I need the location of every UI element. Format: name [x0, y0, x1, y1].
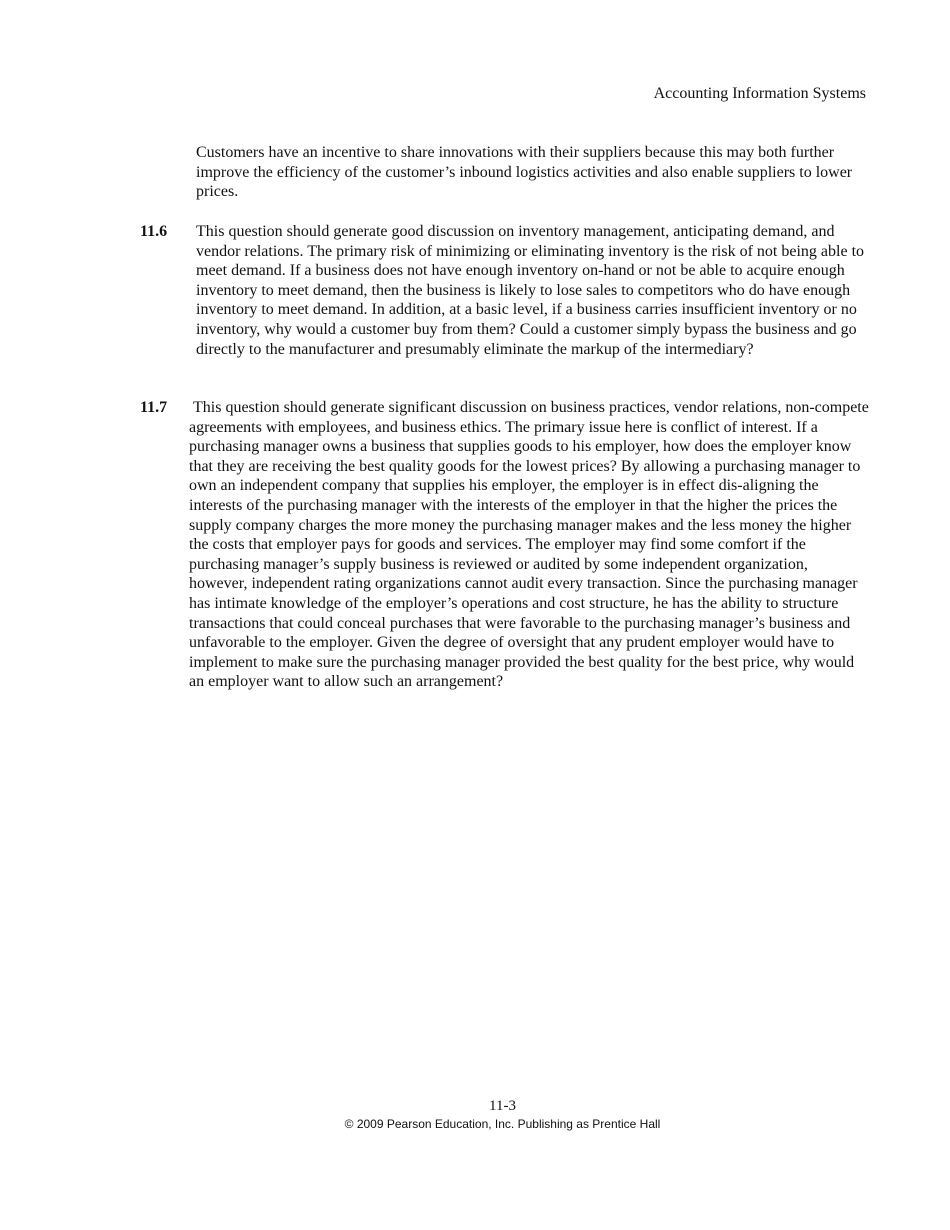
running-header: Accounting Information Systems: [653, 85, 866, 102]
question-number-11-6: 11.6: [140, 223, 168, 240]
question-number-11-7: 11.7: [140, 399, 168, 416]
question-answer-11-7: This question should generate significant discussion on business practices, vendor relations, non-compete agreements with employees, and business ethics. The primary issue here is conflict of interest. If a purchasing manager owns a business that supplies goods to his employer, how does the employer know that they are receiving the best quality goods for the lowest prices? By allowing a purchasing manager to own an independent company that supplies his employer, the employer is in effect dis-aligning the interests of the purchasing manager with the interests of the employer in that the higher the prices the supply company charges the more money the purchasing manager makes and the less money the higher the costs that employer pays for goods and services. The employer may find some comfort if the purchasing manager’s supply business is reviewed or audited by some independent organization, however, independent rating organizations cannot audit every transaction. Since the purchasing manager has intimate knowledge of the employer’s operations and cost structure, he has the ability to structure transactions that could conceal purchases that were favorable to the purchasing manager’s business and unfavorable to the employer. Given the degree of oversight that any prudent employer would have to implement to make sure the purchasing manager provided the best quality for the best price, why would an employer want to allow such an arrangement?: [189, 399, 869, 691]
page-number: 11-3: [489, 1098, 516, 1114]
intro-paragraph: Customers have an incentive to share innovations with their suppliers because this may both further improve the efficiency of the customer’s inbound logistics activities and also enable suppliers to lower prices.: [196, 144, 853, 201]
copyright-notice: © 2009 Pearson Education, Inc. Publishing as Prentice Hall: [344, 1117, 661, 1131]
question-answer-11-6: This question should generate good discussion on inventory management, anticipating demand, and vendor relations. The primary risk of minimizing or eliminating inventory is the risk of not being able to meet demand. If a business does not have enough inventory on-hand or not be able to acquire enough inventory to meet demand, then the business is likely to lose sales to competitors who do have enough inventory to meet demand. In addition, at a basic level, if a business carries insufficient inventory or no inventory, why would a customer buy from them? Could a customer simply bypass the business and go directly to the manufacturer and presumably eliminate the markup of the intermediary?: [196, 223, 865, 358]
